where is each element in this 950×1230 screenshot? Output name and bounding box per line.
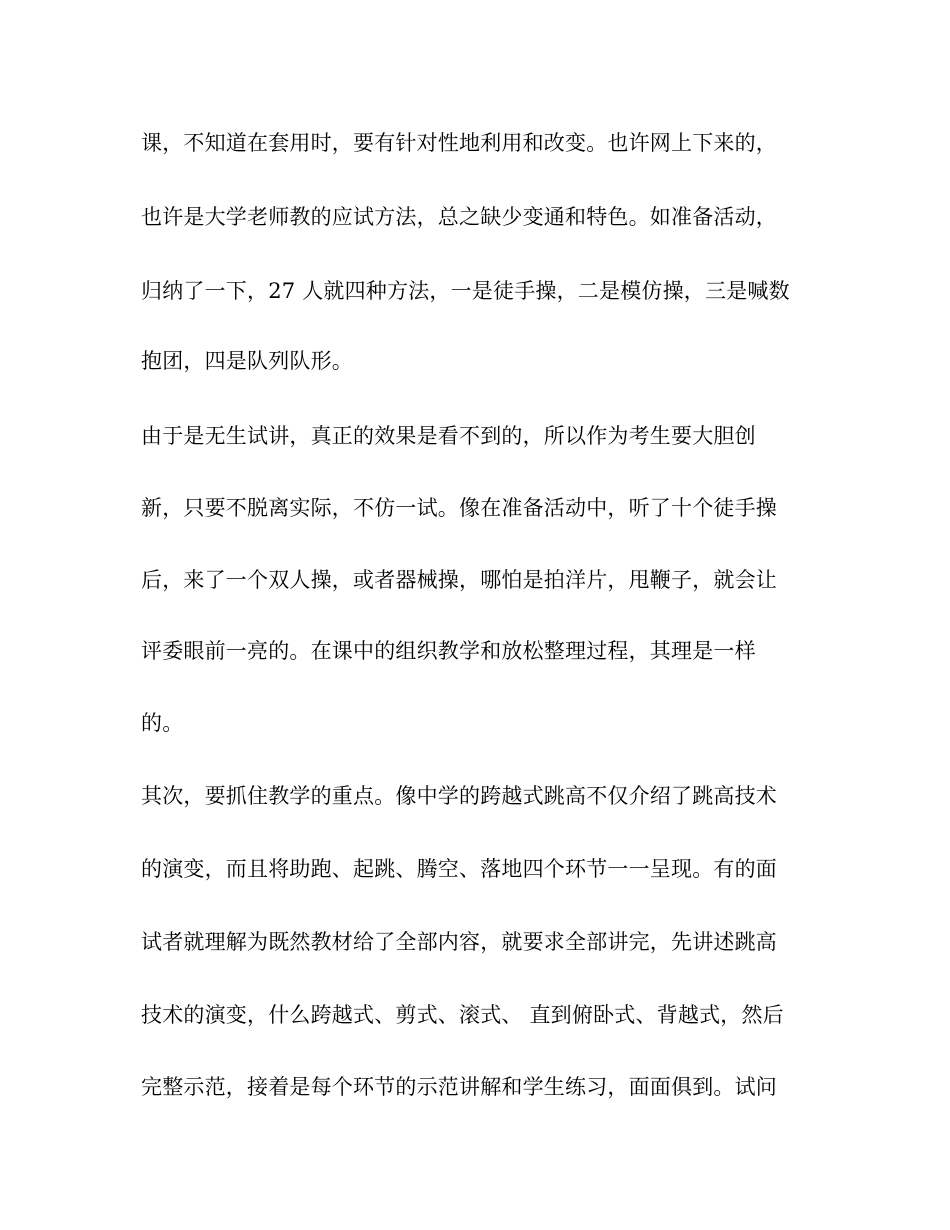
text-line: 新，只要不脱离实际，不仿一试。像在准备活动中，听了十个徒手操 — [141, 496, 777, 520]
text-line: 的演变，而且将助跑、起跳、腾空、落地四个环节一一呈现。有的面 — [141, 857, 777, 881]
text-line: 完整示范，接着是每个环节的示范讲解和学生练习，面面俱到。试问 — [141, 1075, 777, 1099]
text-line: 试者就理解为既然教材给了全部内容，就要求全部讲完，先讲述跳高 — [141, 930, 777, 954]
text-line: 其次，要抓住教学的重点。像中学的跨越式跳高不仅介绍了跳高技术 — [141, 784, 777, 808]
text-line: 课，不知道在套用时，要有针对性地利用和改变。也许网上下来的， — [141, 131, 777, 155]
text-line: 归纳了一下，27 人就四种方法，一是徒手操，二是模仿操，三是喊数 — [141, 279, 790, 303]
text-line: 抱团，四是队列队形。 — [141, 349, 353, 373]
text-line: 也许是大学老师教的应试方法，总之缺少变通和特色。如准备活动， — [141, 205, 777, 229]
text-line: 评委眼前一亮的。在课中的组织教学和放松整理过程，其理是一样 — [141, 639, 756, 663]
text-line: 的。 — [141, 711, 184, 735]
text-line: 后，来了一个双人操，或者器械操，哪怕是拍洋片，甩鞭子，就会让 — [141, 568, 777, 592]
text-line: 技术的演变，什么跨越式、剪式、滚式、 直到俯卧式、背越式，然后 — [141, 1003, 784, 1027]
text-line: 由于是无生试讲，真正的效果是看不到的，所以作为考生要大胆创 — [141, 424, 756, 448]
